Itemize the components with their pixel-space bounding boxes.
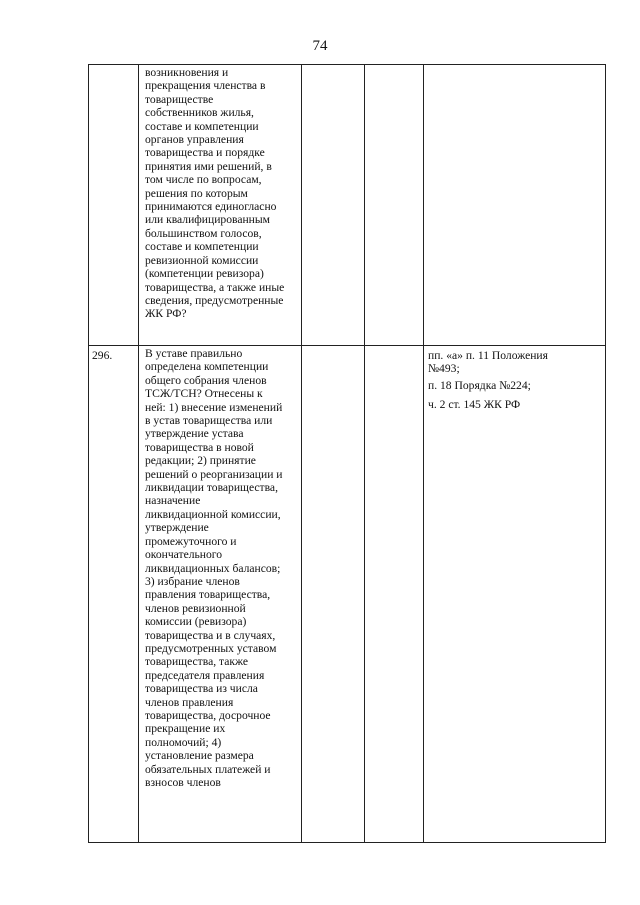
question-line: общего собрания членов — [145, 373, 267, 387]
question-line: товарищества и порядке — [145, 146, 265, 160]
question-line: председателя правления — [145, 668, 265, 682]
question-line: ликвидационной комиссии, — [145, 507, 281, 521]
question-line: в устав товарищества или — [145, 414, 273, 428]
question-line: В уставе правильно — [145, 347, 243, 360]
question-line: ЖК РФ? — [145, 307, 187, 321]
question-line: утверждение устава — [145, 427, 244, 441]
question-line: товарищества, досрочное — [145, 708, 271, 722]
references-cell — [424, 346, 606, 843]
question-line: принятия ими решений, в — [145, 159, 272, 173]
question-line: том числе по вопросам, — [145, 173, 262, 187]
question-line: установление размера — [145, 749, 254, 763]
question-line: полномочий; 4) — [145, 735, 222, 749]
reference-line: №493; — [428, 362, 460, 376]
answer-no-cell — [365, 346, 424, 843]
reference-line: ч. 2 ст. 145 ЖК РФ — [428, 398, 521, 412]
question-line: правления товарищества, — [145, 588, 271, 602]
question-line: предусмотренных уставом — [145, 641, 277, 655]
table-row — [89, 65, 606, 346]
question-line: назначение — [145, 494, 201, 508]
question-line: решения по которым — [145, 186, 248, 200]
question-line: решений о реорганизации и — [145, 467, 283, 481]
answer-yes-cell — [302, 346, 365, 843]
page-number: 74 — [312, 38, 328, 54]
question-line: товарищества, также — [145, 655, 249, 669]
question-line: товарищества из числа — [145, 682, 258, 696]
question-line: ней: 1) внесение изменений — [145, 400, 283, 414]
question-line: ТСЖ/ТСН? Отнесены к — [145, 387, 263, 401]
question-line: товарищества в новой — [145, 440, 254, 454]
checklist-table — [88, 64, 606, 843]
answer-yes-cell — [302, 65, 365, 346]
question-line: товарищества, а также иные — [145, 280, 285, 294]
question-line: ревизионной комиссии — [145, 253, 259, 267]
question-line: утверждение — [145, 521, 209, 535]
question-line: прекращение их — [145, 722, 226, 736]
question-line: большинством голосов, — [145, 226, 262, 240]
question-line: определена компетенции — [145, 360, 269, 374]
question-line: членов правления — [145, 695, 234, 709]
question-line: органов управления — [145, 133, 244, 147]
question-line: товариществе — [145, 92, 214, 106]
question-line: членов ревизионной — [145, 601, 246, 615]
question-line: взносов членов — [145, 776, 221, 789]
question-line: сведения, предусмотренные — [145, 293, 284, 307]
question-line: или квалифицированным — [145, 213, 271, 227]
reference-line: п. 18 Порядка №224; — [428, 378, 531, 392]
question-line: окончательного — [145, 548, 223, 562]
question-line: прекращения членства в — [145, 79, 266, 93]
question-line: составе и компетенции — [145, 240, 259, 254]
row-number-cell: 296. — [89, 346, 139, 843]
question-line: комиссии (ревизора) — [145, 615, 247, 629]
question-line: 3) избрание членов — [145, 574, 240, 588]
reference-line: пп. «а» п. 11 Положения — [428, 349, 548, 362]
question-line: возникновения и — [145, 66, 229, 79]
question-line: принимаются единогласно — [145, 200, 277, 214]
question-line: (компетенции ревизора) — [145, 267, 264, 281]
table-row — [89, 346, 606, 843]
row-number-cell — [89, 65, 139, 346]
question-line: обязательных платежей и — [145, 762, 271, 776]
question-line: ликвидации товарищества, — [145, 481, 278, 495]
question-cell — [139, 346, 302, 843]
question-line: промежуточного и — [145, 534, 237, 548]
question-line: составе и компетенции — [145, 119, 259, 133]
references-cell — [424, 65, 606, 346]
question-line: собственников жилья, — [145, 106, 254, 120]
question-line: редакции; 2) принятие — [145, 454, 256, 468]
question-cell — [139, 65, 302, 346]
question-line: товарищества и в случаях, — [145, 628, 276, 642]
answer-no-cell — [365, 65, 424, 346]
question-line: ликвидационных балансов; — [145, 561, 281, 575]
